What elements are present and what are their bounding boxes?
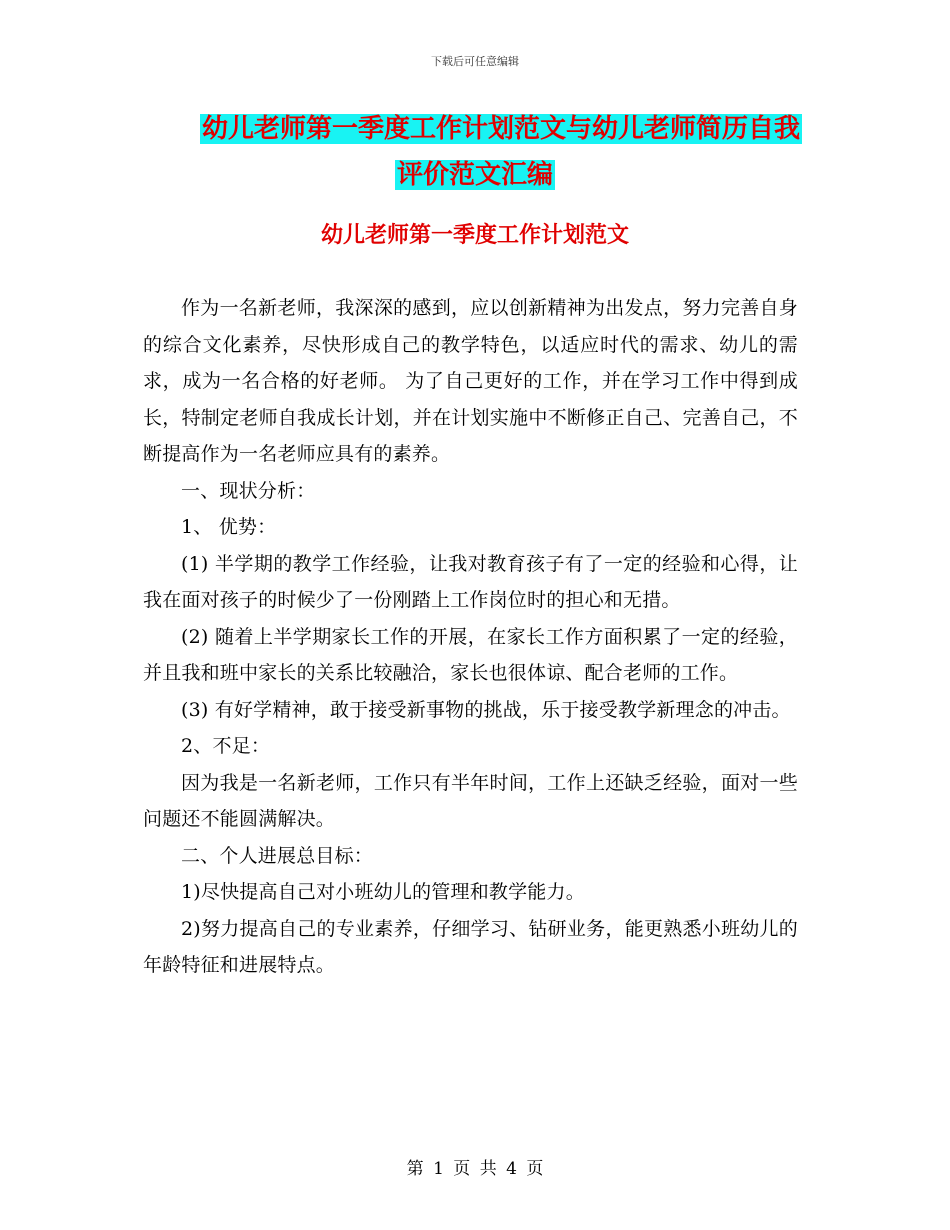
- paragraph: 二、个人进展总目标：: [181, 844, 374, 867]
- paragraph: 因为我是一名新老师，工作只有半年时间，工作上还缺乏经验，面对一些问题还不能圆满解决。: [143, 771, 798, 830]
- section-title: 幼儿老师第一季度工作计划范文: [320, 223, 629, 248]
- paragraph: 一、现状分析：: [181, 479, 316, 502]
- paragraph: (1) 半学期的教学工作经验，让我对教育孩子有了一定的经验和心得，让我在面对孩子的时候少了一份刚踏上工作岗位时的担心和无措。: [143, 552, 798, 611]
- document-body: [143, 290, 798, 984]
- title-line-2: 评价范文汇编: [396, 160, 553, 190]
- paragraph: 1)尽快提高自己对小班幼儿的管理和教学能力。: [181, 881, 585, 903]
- paragraph: 2)努力提高自己的专业素养，仔细学习、钻研业务，能更熟悉小班幼儿的年龄特征和进展特点。: [143, 917, 798, 976]
- header-note: 下载后可任意编辑: [431, 55, 519, 68]
- paragraph: 1、 优势：: [181, 516, 277, 538]
- page-footer: 第 1 页 共 4 页: [406, 1159, 544, 1179]
- paragraph: 作为一名新老师，我深深的感到，应以创新精神为出发点，努力完善自身的综合文化素养，尽快形成自己的教学特色，以适应时代的需求、幼儿的需求，成为一名合格的好老师。 为了自己更好的工作，并在学习工作中得到成长，特制定老师自我成长计划，并在计划实施中不断修正自己、完善自己，不断提高作为一名老师应具有的素养。: [143, 297, 798, 465]
- paragraph: (2) 随着上半学期家长工作的开展，在家长工作方面积累了一定的经验，并且我和班中家长的关系比较融洽，家长也很体谅、配合老师的工作。: [143, 625, 798, 684]
- document-title: [0, 106, 950, 198]
- title-line-1-wrap: [0, 106, 950, 152]
- paragraph: 2、不足：: [181, 735, 271, 757]
- title-line-1: 幼儿老师第一季度工作计划范文与幼儿老师简历自我: [201, 114, 800, 144]
- paragraph: (3) 有好学精神，敢于接受新事物的挑战，乐于接受教学新理念的冲击。: [181, 698, 791, 721]
